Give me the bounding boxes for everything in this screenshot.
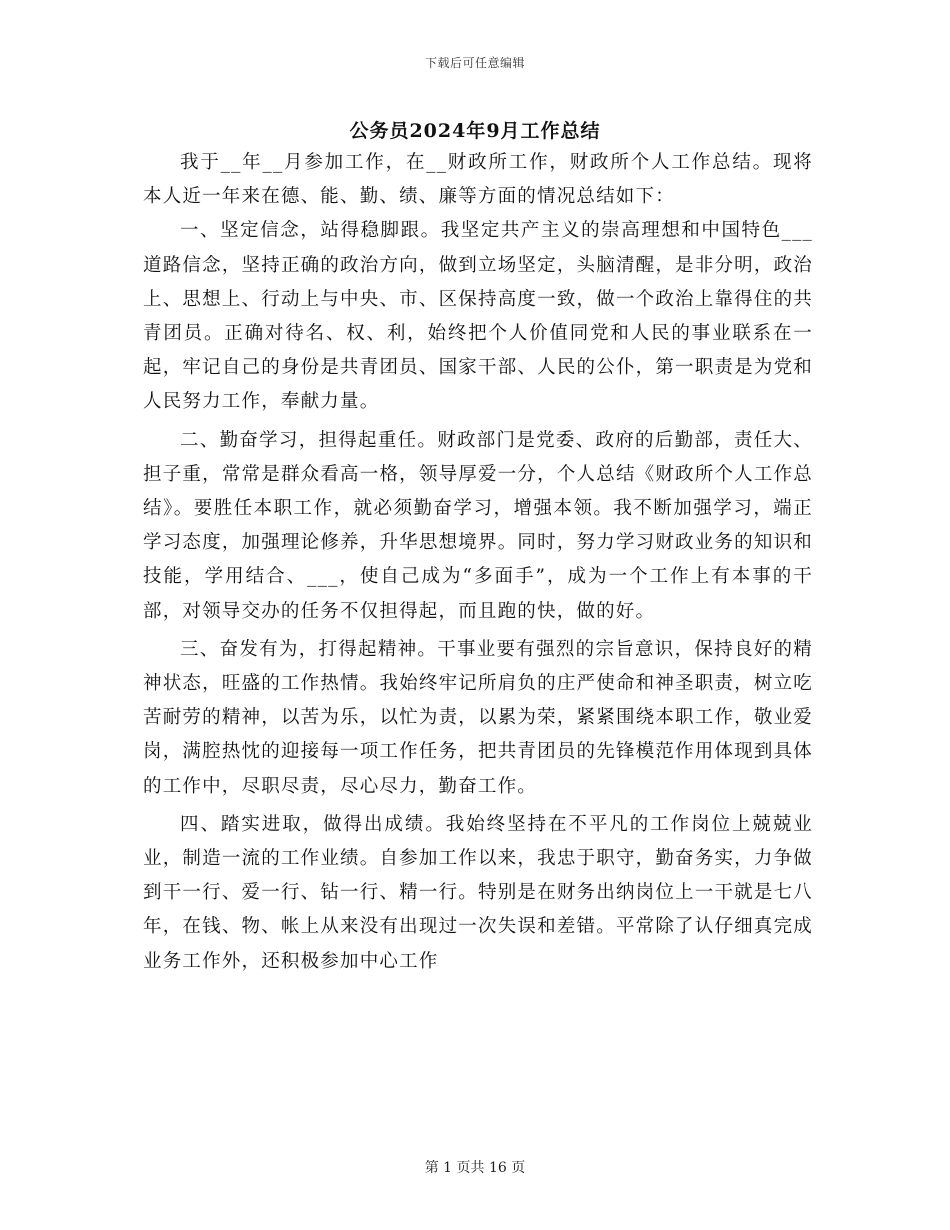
paragraph-intro: 我于__年__月参加工作，在__财政所工作，财政所个人工作总结。现将本人近一年来在德、能、勤、绩、廉等方面的情况总结如下： [143, 152, 813, 208]
page-number: 第 1 页共 16 页 [424, 1160, 526, 1176]
paragraph-section-4: 四、踏实进取，做得出成绩。我始终坚持在不平凡的工作岗位上兢兢业业，制造一流的工作业绩。自参加工作以来，我忠于职守，勤奋务实，力争做到干一行、爱一行、钻一行、精一行。特别是在财务出纳岗位上一干就是七八年，在钱、物、帐上从来没有出现过一次失误和差错。平常除了认仔细真完成业务工作外，还积极参加中心工作 [143, 813, 813, 972]
header-note: 下载后可任意编辑 [424, 56, 525, 70]
document-body [143, 146, 813, 979]
paragraph-section-3: 三、奋发有为，打得起精神。干事业要有强烈的宗旨意识，保持良好的精神状态，旺盛的工作热情。我始终牢记所肩负的庄严使命和神圣职责，树立吃苦耐劳的精神，以苦为乐，以忙为责，以累为荣，紧紧围绕本职工作，敬业爱岗，满腔热忱的迎接每一项工作任务，把共青团员的先锋模范作用体现到具体的工作中，尽职尽责，尽心尽力，勤奋工作。 [143, 638, 813, 797]
document-title: 公务员2024年9月工作总结 [349, 120, 601, 142]
paragraph-section-1: 一、坚定信念，站得稳脚跟。我坚定共产主义的崇高理想和中国特色___道路信念，坚持正确的政治方向，做到立场坚定，头脑清醒，是非分明，政治上、思想上、行动上与中央、市、区保持高度一致，做一个政治上靠得住的共青团员。正确对待名、权、利，始终把个人价值同党和人民的事业联系在一起，牢记自己的身份是共青团员、国家干部、人民的公仆，第一职责是为党和人民努力工作，奉献力量。 [143, 220, 813, 413]
paragraph-section-2: 二、勤奋学习，担得起重任。财政部门是党委、政府的后勤部，责任大、担子重，常常是群众看高一格，领导厚爱一分，个人总结《财政所个人工作总结》。要胜任本职工作，就必须勤奋学习，增强本领。我不断加强学习，端正学习态度，加强理论修养，升华思想境界。同时，努力学习财政业务的知识和技能，学用结合、___，使自己成为“多面手”，成为一个工作上有本事的干部，对领导交办的任务不仅担得起，而且跑的快，做的好。 [143, 429, 813, 622]
